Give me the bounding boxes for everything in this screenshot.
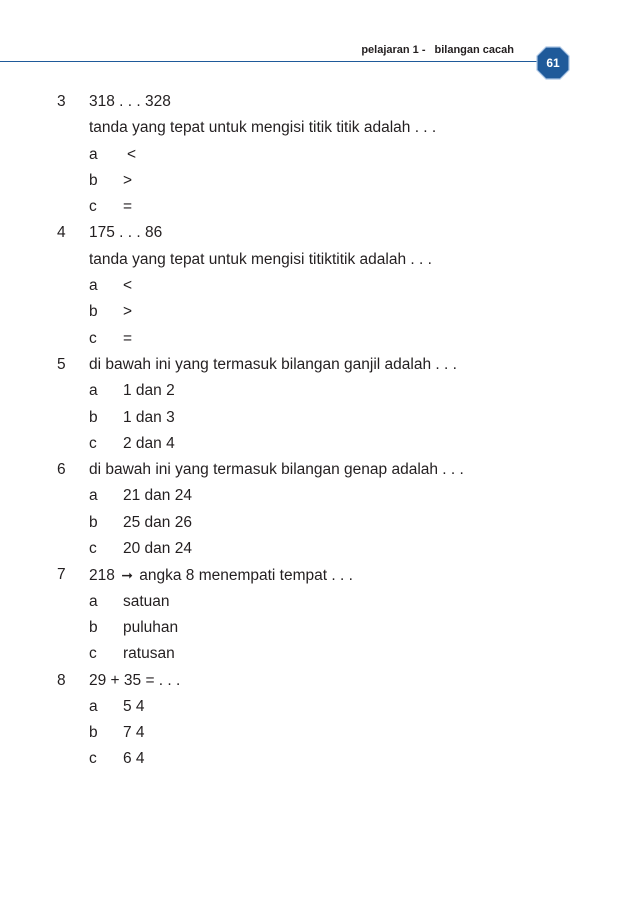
option-text: = — [123, 329, 133, 347]
option-text: satuan — [123, 592, 170, 610]
option-b — [57, 615, 597, 641]
option-text: 5 4 — [123, 697, 145, 715]
option-letter: b — [89, 171, 98, 189]
option-letter: c — [89, 329, 97, 347]
option-text: 21 dan 24 — [123, 487, 192, 505]
question-4 — [57, 220, 597, 351]
option-text: ratusan — [123, 645, 175, 663]
option-text: 20 dan 24 — [123, 540, 192, 558]
option-c — [57, 746, 597, 772]
option-text: 2 dan 4 — [123, 434, 175, 452]
question-list — [57, 89, 597, 773]
option-text: 25 dan 26 — [123, 513, 192, 531]
topic-label: bilangan cacah — [434, 44, 514, 56]
option-a — [57, 142, 597, 168]
option-text: < — [123, 277, 133, 295]
option-text: > — [123, 171, 133, 189]
option-b — [57, 720, 597, 746]
option-letter: b — [89, 618, 98, 636]
option-a — [57, 378, 597, 404]
question-text: di bawah ini yang termasuk bilangan ganjil adalah . . . — [89, 355, 457, 373]
question-number: 8 — [57, 671, 66, 689]
option-c — [57, 194, 597, 220]
option-letter: b — [89, 408, 98, 426]
option-letter: b — [89, 513, 98, 531]
option-letter: c — [89, 434, 97, 452]
question-text — [89, 562, 353, 589]
option-a — [57, 589, 597, 615]
question-number: 7 — [57, 566, 66, 584]
option-b — [57, 168, 597, 194]
option-c — [57, 641, 597, 667]
option-text: 7 4 — [123, 724, 145, 742]
option-letter: c — [89, 540, 97, 558]
option-a — [57, 273, 597, 299]
question-instruction: tanda yang tepat untuk mengisi titiktitik adalah . . . — [89, 250, 432, 268]
question-5 — [57, 352, 597, 457]
option-text: 1 dan 2 — [123, 382, 175, 400]
question-number: 6 — [57, 461, 66, 479]
option-text: < — [127, 145, 137, 163]
running-title — [361, 44, 514, 56]
question-7 — [57, 562, 597, 667]
option-letter: a — [89, 697, 98, 715]
option-b — [57, 299, 597, 325]
option-letter: c — [89, 645, 97, 663]
page-header — [0, 0, 638, 80]
option-text: 1 dan 3 — [123, 408, 175, 426]
option-letter: b — [89, 303, 98, 321]
question-number: 5 — [57, 355, 66, 373]
page-number-badge — [536, 46, 570, 80]
question-instruction: tanda yang tepat untuk mengisi titik titik adalah . . . — [89, 119, 437, 137]
page-number: 61 — [546, 56, 560, 70]
question-6 — [57, 457, 597, 562]
option-letter: a — [89, 277, 98, 295]
question-3 — [57, 89, 597, 220]
option-letter: c — [89, 198, 97, 216]
option-c — [57, 326, 597, 352]
option-a — [57, 694, 597, 720]
option-letter: a — [89, 592, 98, 610]
lesson-label: pelajaran 1 - — [361, 44, 426, 56]
option-text: 6 4 — [123, 750, 145, 768]
question-text: 318 . . . 328 — [89, 93, 171, 110]
option-letter: c — [89, 750, 97, 768]
option-c — [57, 536, 597, 562]
option-c — [57, 431, 597, 457]
header-rule — [0, 61, 540, 62]
question-8 — [57, 668, 597, 773]
option-letter: a — [89, 382, 98, 400]
question-text: di bawah ini yang termasuk bilangan genap adalah . . . — [89, 461, 464, 479]
question-text: 29 + 35 = . . . — [89, 671, 181, 689]
option-text: > — [123, 303, 133, 321]
number-value: 218 — [89, 567, 115, 585]
arrow-right-icon: ➞ — [121, 567, 133, 584]
option-text: = — [123, 198, 133, 216]
question-text: 175 . . . 86 — [89, 224, 163, 242]
option-b — [57, 510, 597, 536]
question-number: 4 — [57, 224, 66, 242]
option-letter: a — [89, 145, 98, 163]
option-a — [57, 483, 597, 509]
option-letter: b — [89, 724, 98, 742]
option-letter: a — [89, 487, 98, 505]
option-b — [57, 405, 597, 431]
option-text: puluhan — [123, 618, 179, 636]
question-number: 3 — [57, 93, 66, 110]
question-phrase: angka 8 menempati tempat . . . — [139, 567, 353, 585]
